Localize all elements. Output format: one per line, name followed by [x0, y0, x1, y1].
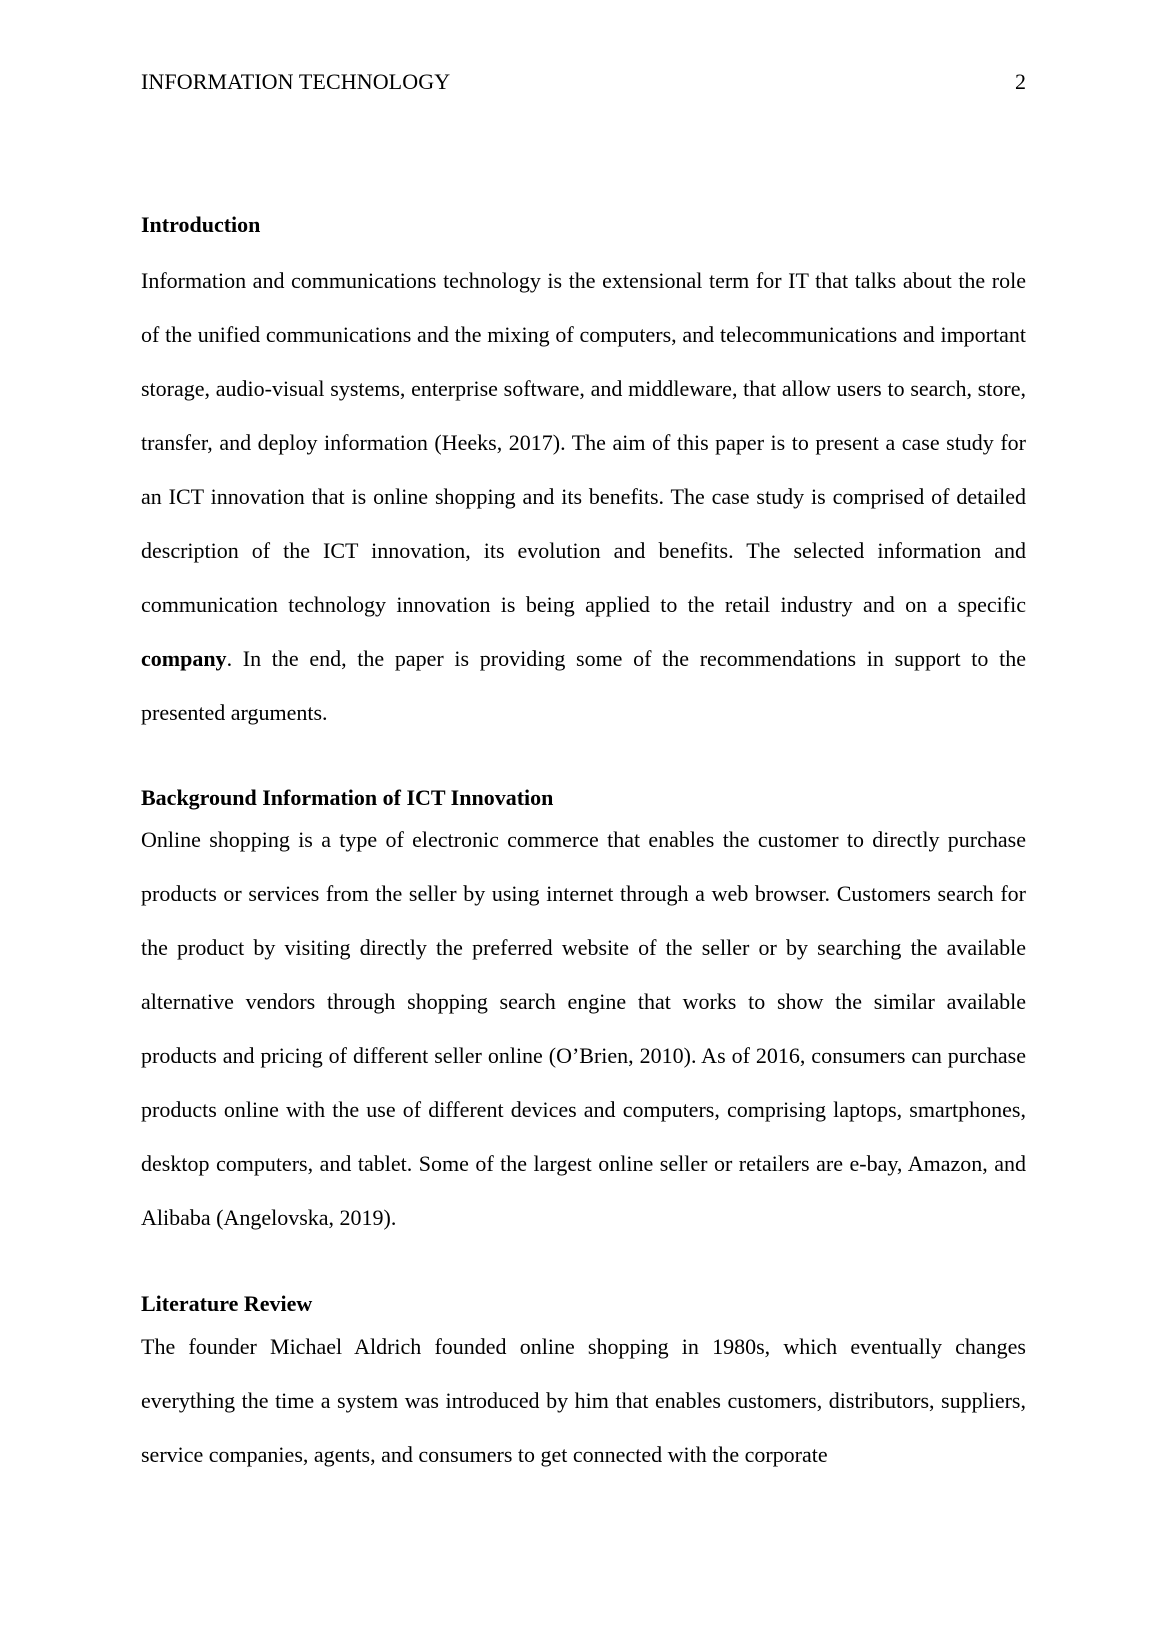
page-number: 2 — [1015, 69, 1026, 94]
background-heading: Background Information of ICT Innovation — [141, 785, 554, 810]
introduction-text-part-1: Information and communications technology is the extensional term for IT that talks about the role of the unified communications and the mixing of computers, and telecommunications and important storage, audio-visual systems, enterprise software, and middleware, that allow users to search, store, transfer, and deploy information (Heeks, 2017). The aim of this paper is to present a case study for an ICT innovation that is online shopping and its benefits. The case study is comprised of detailed description of the ICT innovation, its evolution and benefits. The selected information and communication technology innovation is being applied to the retail industry and on a specific — [141, 268, 1026, 617]
literature-review-heading: Literature Review — [141, 1291, 313, 1316]
introduction-text-part-2: . In the end, the paper is providing some of the recommendations in support to the presented arguments. — [141, 646, 1026, 725]
literature-review-paragraph: The founder Michael Aldrich founded online shopping in 1980s, which eventually changes everything the time a system was introduced by him that enables customers, distributors, suppliers, service companies, agents, and consumers to get connected with the corporate — [141, 1334, 1026, 1467]
background-paragraph: Online shopping is a type of electronic commerce that enables the customer to directly purchase products or services from the seller by using internet through a web browser. Customers search for the product by visiting directly the preferred website of the seller or by searching the available alternative vendors through shopping search engine that works to show the similar available products and pricing of different seller online (O’Brien, 2010). As of 2016, consumers can purchase products online with the use of different devices and computers, comprising laptops, smartphones, desktop computers, and tablet. Some of the largest online seller or retailers are e-bay, Amazon, and Alibaba (Angelovska, 2019). — [141, 827, 1026, 1230]
introduction-bold-word: company — [141, 646, 227, 671]
introduction-heading: Introduction — [141, 212, 261, 237]
running-head: INFORMATION TECHNOLOGY — [141, 69, 451, 94]
introduction-paragraph — [141, 254, 1026, 740]
